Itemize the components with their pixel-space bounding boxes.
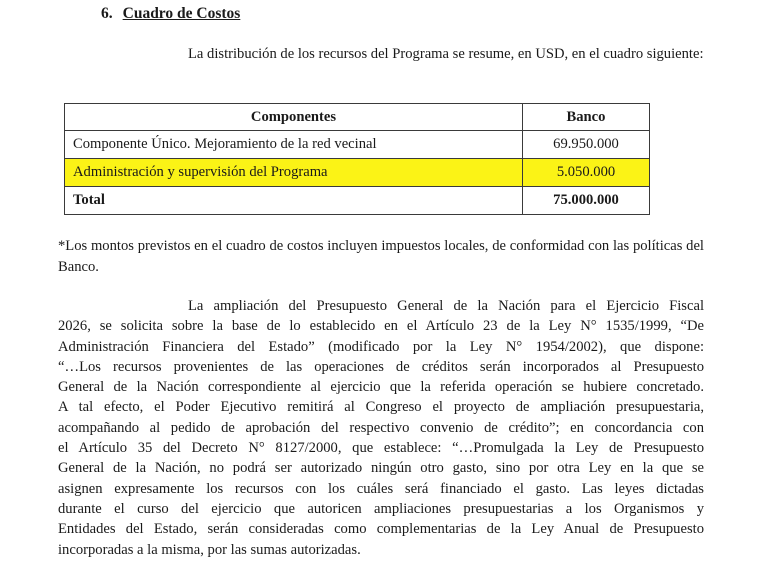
row-component: Administración y supervisión del Programa bbox=[65, 159, 523, 187]
paragraph-line: incorporadas a la misma, por las sumas autorizadas. bbox=[58, 541, 361, 558]
paragraph-line: A tal efecto, el Poder Ejecutivo remitirá al Congreso el proyecto de ampliación presupuestaria, bbox=[58, 399, 704, 416]
table-row-highlighted bbox=[65, 159, 650, 187]
paragraph-line: Administración Financiera del Estado” (modificado por la Ley N° 1954/2002), que dispone: bbox=[58, 338, 704, 355]
budget-paragraph bbox=[58, 296, 704, 560]
paragraph-line: asignen expresamente los recursos con los cuáles será financiado el gasto. Las leyes dictadas bbox=[58, 480, 704, 497]
paragraph-line: Entidades del Estado, serán consideradas como complementarias de la Ley Anual de Presupuesto bbox=[58, 521, 704, 538]
paragraph-line: General de la Nación, no podrá ser autorizado ningún otro gasto, sino por otra Ley en la que se bbox=[58, 460, 704, 477]
total-label: Total bbox=[65, 187, 523, 215]
paragraph-line: General de la Nación correspondiente al ejercicio que la referida operación se hubiere concretado. bbox=[58, 379, 704, 396]
row-amount: 5.050.000 bbox=[523, 159, 650, 187]
row-component: Componente Único. Mejoramiento de la red vecinal bbox=[65, 131, 523, 159]
table-total-row bbox=[65, 187, 650, 215]
section-number: 6. bbox=[101, 5, 113, 22]
paragraph-line: 2026, se solicita sobre la base de lo establecido en el Artículo 23 de la Ley N° 1535/1999, “De bbox=[58, 318, 704, 335]
paragraph-line: acompañando al pedido de aprobación del respectivo convenio de crédito”; en concordancia con bbox=[58, 419, 704, 436]
paragraph-line: La ampliación del Presupuesto General de la Nación para el Ejercicio Fiscal bbox=[188, 298, 704, 314]
table-header-row bbox=[65, 104, 650, 131]
header-banco: Banco bbox=[523, 104, 650, 131]
section-heading bbox=[101, 5, 240, 23]
intro-text: La distribución de los recursos del Programa se resume, en USD, en el cuadro siguiente: bbox=[188, 46, 704, 62]
paragraph-line: “…Los recursos provenientes de las operaciones de créditos serán incorporados al Presupuesto bbox=[58, 358, 704, 375]
section-title: Cuadro de Costos bbox=[122, 5, 241, 22]
paragraph-line: el Artículo 35 del Decreto N° 8127/2000, que establece: “…Promulgada la Ley de Presupuesto bbox=[58, 440, 704, 457]
cost-table bbox=[64, 103, 650, 215]
row-amount: 69.950.000 bbox=[523, 131, 650, 159]
paragraph-line: durante el curso del ejercicio que autoricen ampliaciones presupuestarias a los Organismos y bbox=[58, 500, 704, 517]
header-componentes: Componentes bbox=[65, 104, 523, 131]
table-row bbox=[65, 131, 650, 159]
total-amount: 75.000.000 bbox=[523, 187, 650, 215]
intro-paragraph bbox=[58, 44, 704, 65]
table-footnote: *Los montos previstos en el cuadro de costos incluyen impuestos locales, de conformidad con las políticas del Banco. bbox=[58, 238, 704, 275]
